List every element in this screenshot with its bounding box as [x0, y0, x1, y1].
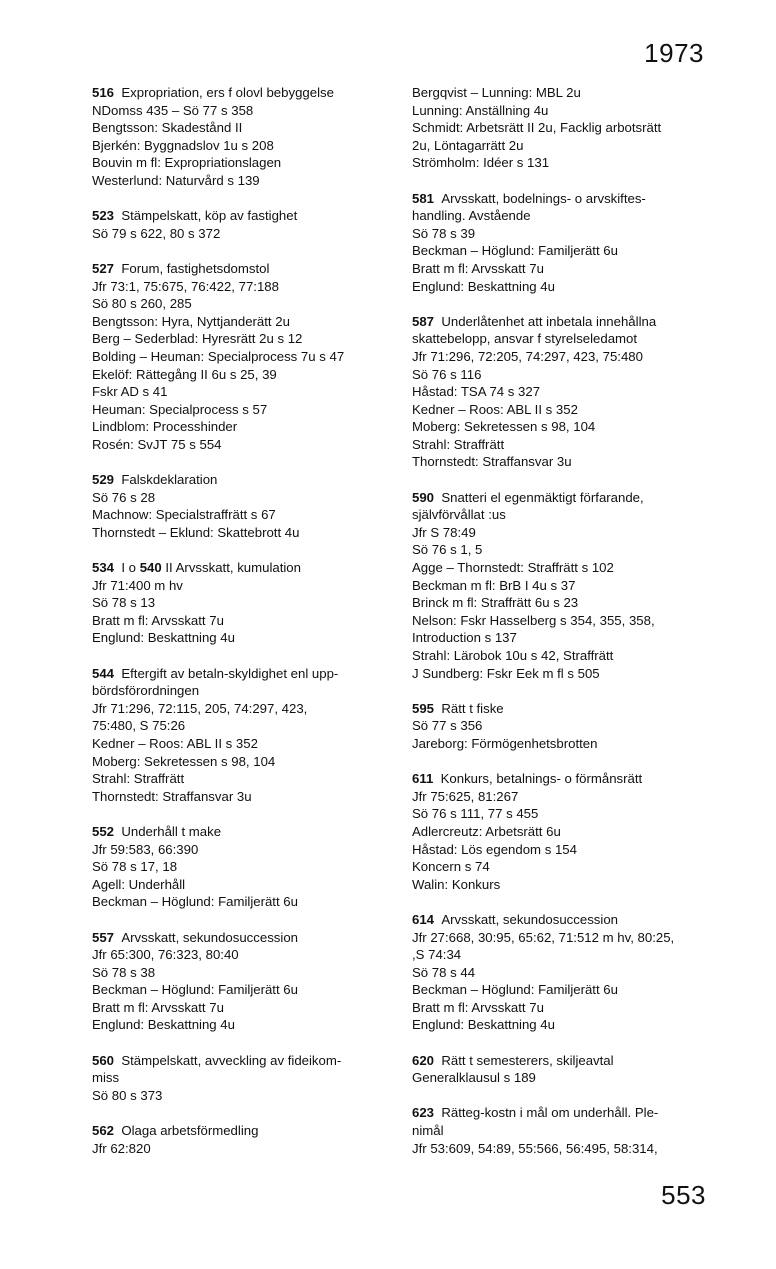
section-number: 529 — [92, 472, 115, 488]
entry-heading-line — [92, 207, 388, 225]
section-title: Rätt t semesterers, skiljeavtal — [441, 1052, 614, 1068]
entry-reference-line — [92, 137, 388, 155]
reference-text: J Sundberg: Fskr Eek m fl s 505 — [412, 665, 600, 681]
entry-reference-line — [412, 348, 712, 366]
reference-text: Jfr 27:668, 30:95, 65:62, 71:512 m hv, 80:25, — [412, 929, 675, 945]
entry-reference-line — [92, 383, 388, 401]
reference-text: Bolding – Heuman: Specialprocess 7u s 47 — [92, 348, 345, 364]
entry-reference-line — [92, 1016, 388, 1034]
entry-reference-line — [412, 964, 712, 982]
entry-reference-line — [92, 401, 388, 419]
entry-reference-line — [412, 805, 712, 823]
reference-text: Schmidt: Arbetsrätt II 2u, Facklig arbotsrätt — [412, 120, 662, 136]
entry-reference-line — [412, 788, 712, 806]
reference-text: Håstad: TSA 74 s 327 — [412, 384, 541, 400]
entry-reference-line — [412, 225, 712, 243]
reference-text: Fskr AD s 41 — [92, 384, 168, 400]
entry-reference-line — [92, 348, 388, 366]
reference-text: Bjerkén: Byggnadslov 1u s 208 — [92, 137, 274, 153]
section-number: 534 — [92, 560, 115, 576]
section-title: Falskdeklaration — [121, 472, 218, 488]
entry-reference-line — [92, 225, 388, 243]
section-number: 620 — [412, 1052, 435, 1068]
entry-reference-line — [412, 137, 712, 155]
entry-reference-line — [92, 119, 388, 137]
entry-reference-line — [92, 366, 388, 384]
entry-heading-line — [412, 770, 712, 788]
reference-text: Berg – Sederblad: Hyresrätt 2u s 12 — [92, 331, 303, 347]
entry-reference-line — [92, 506, 388, 524]
entry-reference-line — [412, 665, 712, 683]
entry-reference-line — [412, 841, 712, 859]
section-title: Arvsskatt, bodelnings- o arvskiftes- — [441, 190, 646, 206]
reference-text: Sö 76 s 1, 5 — [412, 542, 483, 558]
entry-reference-line — [92, 330, 388, 348]
section-number: 595 — [412, 700, 435, 716]
reference-text: Jfr 59:583, 66:390 — [92, 841, 199, 857]
reference-text: Sö 77 s 356 — [412, 718, 483, 734]
reference-text: Bratt m fl: Arvsskatt 7u — [412, 999, 544, 1015]
entry-reference-line — [412, 876, 712, 894]
index-entry — [92, 260, 388, 454]
section-title: Arvsskatt, sekundosuccession — [441, 911, 618, 927]
index-entry — [92, 1122, 388, 1157]
reference-text: Moberg: Sekretessen s 98, 104 — [92, 753, 276, 769]
entry-reference-line — [92, 172, 388, 190]
reference-text: Agge – Thornstedt: Straffrätt s 102 — [412, 560, 614, 576]
section-number: 544 — [92, 665, 115, 681]
entry-reference-line — [412, 541, 712, 559]
reference-text: Bratt m fl: Arvsskatt 7u — [92, 999, 224, 1015]
section-number: 587 — [412, 313, 435, 329]
reference-text: Sö 80 s 260, 285 — [92, 296, 192, 312]
reference-text: Sö 76 s 116 — [412, 366, 482, 382]
entry-reference-line — [412, 823, 712, 841]
entry-reference-line — [412, 559, 712, 577]
section-title: Stämpelskatt, köp av fastighet — [121, 208, 298, 224]
reference-text: Machnow: Specialstraffrätt s 67 — [92, 507, 276, 523]
section-number: 611 — [412, 771, 434, 787]
entry-reference-line — [412, 436, 712, 454]
entry-heading-line — [92, 471, 388, 489]
entry-reference-line — [412, 418, 712, 436]
reference-text: Beckman – Höglund: Familjerätt 6u — [412, 982, 618, 998]
reference-text: Sö 80 s 373 — [92, 1087, 163, 1103]
entry-heading-line — [92, 1052, 388, 1070]
year-heading: 1973 — [644, 38, 704, 68]
entry-reference-line — [92, 278, 388, 296]
entry-reference-line — [92, 858, 388, 876]
reference-text: Jfr 71:400 m hv — [92, 577, 183, 593]
section-number: 560 — [92, 1052, 115, 1068]
entry-heading-line — [92, 559, 388, 577]
entry-heading-line — [412, 489, 712, 507]
reference-text: Sö 76 s 28 — [92, 489, 156, 505]
section-number: 527 — [92, 260, 115, 276]
entry-heading-line — [92, 84, 388, 102]
entry-heading-line — [92, 260, 388, 278]
reference-text: Strahl: Straffrätt — [92, 771, 185, 787]
entry-reference-line — [92, 770, 388, 788]
section-title: Rätteg-kostn i mål om underhåll. Ple- — [441, 1105, 659, 1121]
entry-heading-line — [92, 823, 388, 841]
reference-text: Generalklausul s 189 — [412, 1070, 536, 1086]
reference-text: Sö 78 s 44 — [412, 964, 476, 980]
entry-reference-line — [412, 278, 712, 296]
entry-reference-line — [412, 366, 712, 384]
reference-text: Lindblom: Processhinder — [92, 419, 238, 435]
reference-text: Thornstedt: Straffansvar 3u — [412, 454, 572, 470]
entry-reference-line — [412, 102, 712, 120]
entry-reference-line — [412, 330, 712, 348]
entry-reference-line — [412, 612, 712, 630]
reference-text: Introduction s 137 — [412, 630, 517, 646]
section-title: Olaga arbetsförmedling — [121, 1123, 259, 1139]
reference-text: Bergqvist – Lunning: MBL 2u — [412, 85, 581, 100]
section-number: 581 — [412, 190, 435, 206]
reference-text: Sö 78 s 17, 18 — [92, 859, 178, 875]
reference-text: Heuman: Specialprocess s 57 — [92, 401, 268, 417]
entry-reference-line — [92, 753, 388, 771]
reference-text: skattebelopp, ansvar f styrelseledamot — [412, 331, 638, 347]
reference-text: handling. Avstående — [412, 208, 531, 224]
section-title: Konkurs, betalnings- o förmånsrätt — [440, 771, 643, 787]
reference-text: Kedner – Roos: ABL II s 352 — [412, 401, 578, 417]
entry-heading-line — [412, 190, 712, 208]
entry-reference-line — [412, 383, 712, 401]
right-column — [412, 84, 712, 1175]
index-entry — [92, 929, 388, 1035]
entry-reference-line — [92, 629, 388, 647]
entry-reference-line — [92, 981, 388, 999]
entry-reference-line — [412, 929, 712, 947]
entry-reference-line — [92, 436, 388, 454]
entry-reference-line — [92, 313, 388, 331]
entry-reference-line — [92, 102, 388, 120]
entry-heading-line — [412, 313, 712, 331]
reference-text: Jfr S 78:49 — [412, 524, 476, 540]
section-number: 523 — [92, 208, 115, 224]
entry-reference-line — [412, 524, 712, 542]
entry-heading-line — [412, 1104, 712, 1122]
entry-reference-line — [412, 1122, 712, 1140]
entry-heading-line — [412, 84, 712, 102]
reference-text: Moberg: Sekretessen s 98, 104 — [412, 419, 596, 435]
entry-reference-line — [412, 1140, 712, 1158]
index-entry — [92, 1052, 388, 1105]
reference-text: Bouvin m fl: Expropriationslagen — [92, 155, 282, 171]
reference-text: Kedner – Roos: ABL II s 352 — [92, 735, 258, 751]
entry-reference-line — [92, 1087, 388, 1105]
entry-heading-line — [412, 911, 712, 929]
reference-text: Strahl: Straffrätt — [412, 436, 505, 452]
entry-reference-line — [412, 506, 712, 524]
reference-text: 75:480, S 75:26 — [92, 718, 186, 734]
entry-reference-line — [92, 717, 388, 735]
reference-text: Bratt m fl: Arvsskatt 7u — [412, 260, 544, 276]
entry-reference-line — [92, 841, 388, 859]
section-title: Stämpelskatt, avveckling av fideikom- — [121, 1052, 342, 1068]
left-column — [92, 84, 388, 1175]
reference-text: Jareborg: Förmögenhetsbrotten — [412, 735, 598, 751]
reference-text: Beckman – Höglund: Familjerätt 6u — [92, 982, 298, 998]
entry-heading-line — [92, 1122, 388, 1140]
reference-text: Jfr 71:296, 72:205, 74:297, 423, 75:480 — [412, 348, 643, 364]
reference-text: Strömholm: Idéer s 131 — [412, 155, 550, 171]
entry-heading-line — [92, 665, 388, 683]
reference-text: Lunning: Anställning 4u — [412, 102, 549, 118]
entry-heading-line — [412, 1052, 712, 1070]
reference-text: Beckman m fl: BrB I 4u s 37 — [412, 577, 576, 593]
entry-reference-line — [92, 524, 388, 542]
reference-text: Sö 78 s 38 — [92, 964, 156, 980]
section-number: 552 — [92, 823, 115, 839]
entry-reference-line — [412, 119, 712, 137]
entry-reference-line — [92, 1069, 388, 1087]
section-title: Rätt t fiske — [441, 700, 504, 716]
index-entry — [412, 770, 712, 893]
entry-reference-line — [92, 788, 388, 806]
entry-reference-line — [92, 876, 388, 894]
index-entry — [412, 1104, 712, 1157]
index-entry — [92, 823, 388, 911]
index-entry — [412, 700, 712, 753]
reference-text: Thornstedt: Straffansvar 3u — [92, 788, 252, 804]
section-number: 623 — [412, 1105, 435, 1121]
entry-reference-line — [92, 700, 388, 718]
index-entry — [412, 190, 712, 296]
entry-reference-line — [412, 260, 712, 278]
entry-reference-line — [412, 735, 712, 753]
reference-text: Jfr 75:625, 81:267 — [412, 788, 519, 804]
entry-reference-line — [412, 242, 712, 260]
reference-text: Englund: Beskattning 4u — [412, 1017, 555, 1033]
section-title: Underlåtenhet att inbetala innehållna — [441, 313, 657, 329]
reference-text: Sö 78 s 13 — [92, 595, 156, 611]
reference-text: Håstad: Lös egendom s 154 — [412, 841, 577, 857]
index-entry — [412, 489, 712, 683]
reference-text: Englund: Beskattning 4u — [92, 1017, 235, 1033]
entry-reference-line — [92, 735, 388, 753]
reference-text: Bratt m fl: Arvsskatt 7u — [92, 612, 224, 628]
section-title: I o — [121, 560, 137, 576]
index-entry — [92, 207, 388, 242]
index-entry — [412, 313, 712, 471]
section-title: Underhåll t make — [121, 823, 222, 839]
reference-text: Sö 79 s 622, 80 s 372 — [92, 225, 221, 241]
reference-text: Sö 76 s 111, 77 s 455 — [412, 806, 539, 822]
reference-text: självförvållat :us — [412, 507, 506, 523]
entry-reference-line — [412, 946, 712, 964]
entry-reference-line — [92, 893, 388, 911]
entry-reference-line — [92, 594, 388, 612]
section-title: Expropriation, ers f olovl bebyggelse — [121, 85, 334, 100]
reference-text: nimål — [412, 1123, 444, 1139]
entry-reference-line — [92, 999, 388, 1017]
entry-reference-line — [92, 418, 388, 436]
index-entry — [412, 1052, 712, 1087]
entry-reference-line — [92, 154, 388, 172]
section-title: II Arvsskatt, kumulation — [165, 560, 301, 576]
reference-text: bördsförordningen — [92, 683, 200, 699]
entry-reference-line — [412, 594, 712, 612]
reference-text: Jfr 65:300, 76:323, 80:40 — [92, 947, 239, 963]
entry-reference-line — [412, 1016, 712, 1034]
entry-reference-line — [412, 999, 712, 1017]
index-entry — [412, 84, 712, 172]
index-entry — [412, 911, 712, 1034]
reference-text: Brinck m fl: Straffrätt 6u s 23 — [412, 595, 579, 611]
section-number: 614 — [412, 911, 435, 927]
index-entry — [92, 471, 388, 541]
entry-reference-line — [412, 629, 712, 647]
section-number: 557 — [92, 929, 115, 945]
entry-reference-line — [412, 577, 712, 595]
reference-text: Nelson: Fskr Hasselberg s 354, 355, 358, — [412, 612, 655, 628]
entry-reference-line — [92, 612, 388, 630]
reference-text: Koncern s 74 — [412, 859, 490, 875]
entry-reference-line — [412, 154, 712, 172]
reference-text: Bengtsson: Hyra, Nyttjanderätt 2u — [92, 313, 290, 329]
entry-reference-line — [92, 577, 388, 595]
entry-reference-line — [412, 858, 712, 876]
reference-text: Strahl: Lärobok 10u s 42, Straffrätt — [412, 648, 614, 663]
reference-text: 2u, Löntagarrätt 2u — [412, 137, 524, 153]
reference-text: Englund: Beskattning 4u — [412, 278, 555, 294]
entry-heading-line — [412, 700, 712, 718]
reference-text: Agell: Underhåll — [92, 876, 186, 892]
reference-text: Jfr 71:296, 72:115, 205, 74:297, 423, — [92, 700, 308, 716]
entry-reference-line — [412, 981, 712, 999]
section-number: 516 — [92, 85, 115, 100]
section-number: 562 — [92, 1123, 115, 1139]
reference-text: Rosén: SvJT 75 s 554 — [92, 436, 222, 452]
section-title: Eftergift av betaln-skyldighet enl upp- — [121, 665, 339, 681]
section-title: Snatteri el egenmäktigt förfarande, — [441, 489, 644, 505]
index-entry — [92, 665, 388, 806]
reference-text: Westerlund: Naturvård s 139 — [92, 172, 260, 188]
page-number: 553 — [661, 1180, 706, 1210]
entry-reference-line — [92, 1140, 388, 1158]
reference-text: Bengtsson: Skadestånd II — [92, 120, 243, 136]
entry-reference-line — [412, 401, 712, 419]
entry-reference-line — [92, 946, 388, 964]
reference-text: Sö 78 s 39 — [412, 225, 476, 241]
reference-text: Jfr 73:1, 75:675, 76:422, 77:188 — [92, 278, 279, 294]
reference-text: Walin: Konkurs — [412, 876, 501, 892]
entry-reference-line — [92, 295, 388, 313]
reference-text: Adlercreutz: Arbetsrätt 6u — [412, 823, 561, 839]
section-title: Forum, fastighetsdomstol — [121, 260, 270, 276]
reference-text: ,S 74:34 — [412, 947, 462, 963]
section-number: 540 — [139, 560, 162, 576]
reference-text: Thornstedt – Eklund: Skattebrott 4u — [92, 524, 300, 540]
reference-text: miss — [92, 1070, 120, 1086]
entry-reference-line — [92, 682, 388, 700]
section-number: 590 — [412, 489, 435, 505]
entry-reference-line — [412, 207, 712, 225]
reference-text: NDomss 435 – Sö 77 s 358 — [92, 102, 254, 118]
entry-reference-line — [412, 647, 712, 665]
index-entry — [92, 559, 388, 647]
reference-text: Jfr 62:820 — [92, 1140, 151, 1156]
reference-text: Englund: Beskattning 4u — [92, 630, 235, 646]
index-entry — [92, 84, 388, 190]
reference-text: Beckman – Höglund: Familjerätt 6u — [92, 894, 298, 910]
entry-reference-line — [92, 489, 388, 507]
entry-reference-line — [92, 964, 388, 982]
section-title: Arvsskatt, sekundosuccession — [121, 929, 298, 945]
entry-reference-line — [412, 717, 712, 735]
reference-text: Ekelöf: Rättegång II 6u s 25, 39 — [92, 366, 277, 382]
reference-text: Beckman – Höglund: Familjerätt 6u — [412, 243, 618, 259]
entry-reference-line — [412, 453, 712, 471]
entry-heading-line — [92, 929, 388, 947]
reference-text: Jfr 53:609, 54:89, 55:566, 56:495, 58:314, — [412, 1140, 658, 1156]
entry-reference-line — [412, 1069, 712, 1087]
